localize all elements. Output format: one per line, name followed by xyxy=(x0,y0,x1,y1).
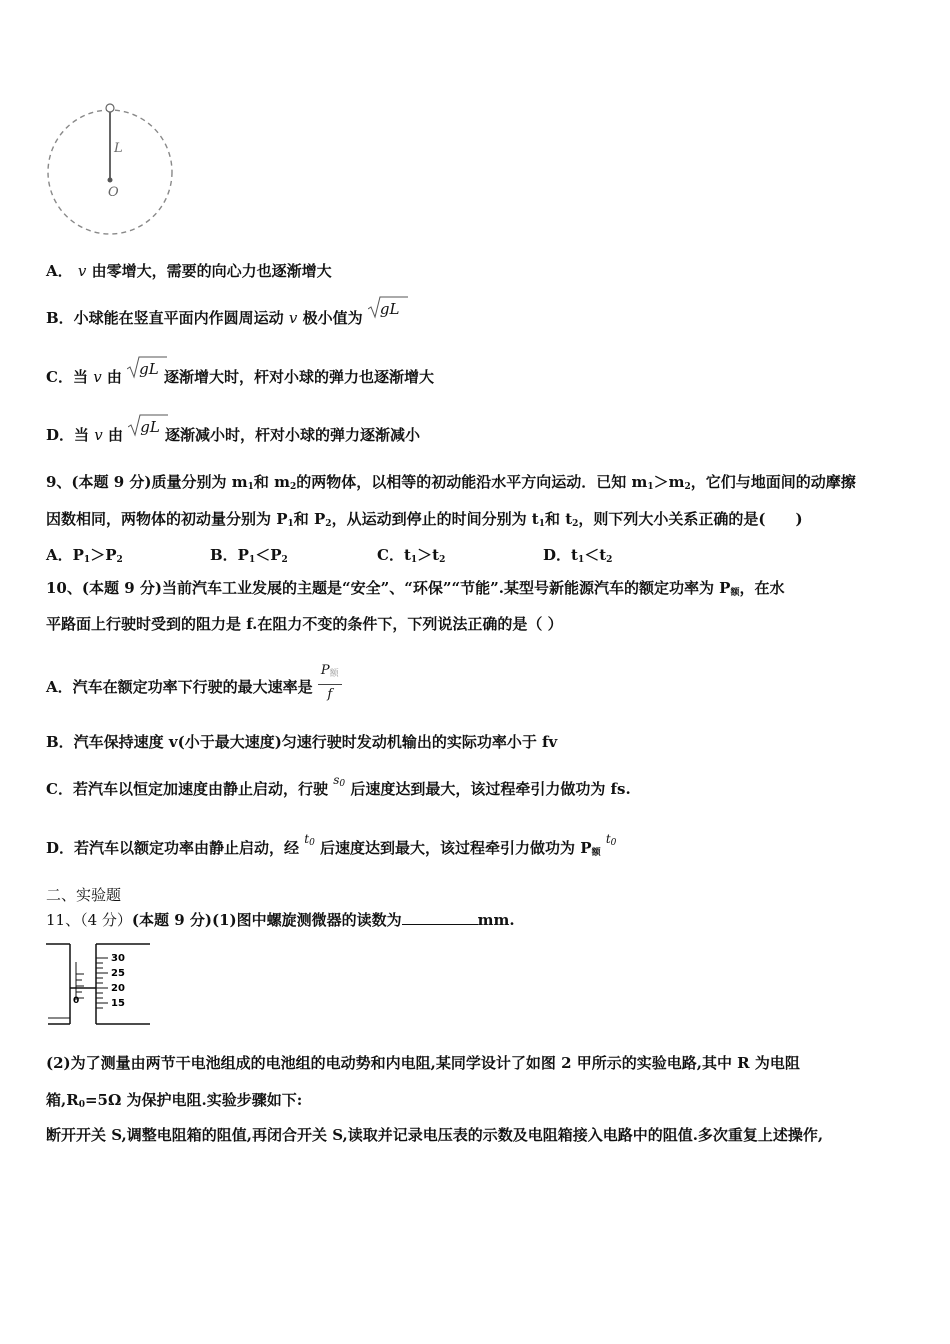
text: ，在水 xyxy=(739,579,785,597)
q11-line-1 xyxy=(46,910,515,930)
option-prefix: D．当 xyxy=(46,426,90,444)
section-title: 二、实验题 xyxy=(46,886,122,904)
subscript: 2 xyxy=(281,555,288,565)
symbol: t xyxy=(304,832,310,846)
subscript: 2 xyxy=(606,555,613,565)
q8-option-b xyxy=(46,300,400,328)
option-text: 逐渐减小时，杆对小球的弹力逐渐减小 xyxy=(165,426,421,444)
text: 后速度达到最大，该过程牵引力做功为 fs. xyxy=(350,780,631,798)
option-text: 由零增大，需要的向心力也逐渐增大 xyxy=(91,262,332,280)
option-prefix: C．当 xyxy=(46,368,88,386)
radicand: gL xyxy=(139,360,159,378)
text: ＜t xyxy=(584,546,607,564)
text: C．t xyxy=(377,546,411,564)
numerator xyxy=(318,661,342,685)
text: ＞P xyxy=(90,546,117,564)
text: ，它们与地面间的动摩擦 xyxy=(690,473,856,491)
tick-label-30: 30 xyxy=(111,953,125,964)
micrometer-figure xyxy=(46,940,156,1030)
subscript: 1 xyxy=(247,482,254,492)
subscript: 2 xyxy=(289,482,297,492)
text: 和 t xyxy=(544,510,573,528)
subscript: 2 xyxy=(325,519,332,529)
text: ＞t xyxy=(417,546,440,564)
sqrt-gL xyxy=(127,359,159,379)
sleeve-ticks xyxy=(76,974,84,998)
label-O: O xyxy=(108,185,119,200)
var-v: v xyxy=(94,426,103,444)
q8-option-d xyxy=(46,418,421,445)
q11-part2-line-1: (2)为了测量由两节干电池组成的电池组的电动势和内电阻,某同学设计了如图 2 甲所示的实验电路,其中 R 为电阻 xyxy=(46,1054,800,1072)
subscript: 额 xyxy=(730,588,740,598)
text: 9、(本题 9 分)质量分别为 m xyxy=(46,473,248,491)
var-v: v xyxy=(93,368,102,386)
sqrt-gL xyxy=(128,417,160,437)
radicand: gL xyxy=(140,418,160,436)
text: mm. xyxy=(477,911,515,929)
text: 11、（4 分） xyxy=(46,911,132,929)
text: ＞m xyxy=(653,473,685,491)
text: B．P xyxy=(210,546,249,564)
q9-line-1 xyxy=(46,472,856,497)
text: 和 P xyxy=(293,510,326,528)
subscript: 1 xyxy=(410,555,418,565)
subscript: 额 xyxy=(329,669,339,679)
subscript: 1 xyxy=(248,555,256,565)
q10-option-a xyxy=(46,663,342,710)
option-text: 极小值为 xyxy=(302,309,363,327)
symbol: s xyxy=(333,773,340,787)
option-text: 逐渐增大时，杆对小球的弹力也逐渐增大 xyxy=(163,368,434,386)
subscript: 2 xyxy=(439,555,446,565)
subscript: 1 xyxy=(538,519,545,529)
radicand: gL xyxy=(379,300,400,318)
ball-circle xyxy=(106,104,114,112)
text: ，从运动到停止的时间分别为 t xyxy=(331,510,539,528)
text: D．t xyxy=(543,546,578,564)
subscript: 1 xyxy=(287,519,294,529)
q9-option-b xyxy=(210,545,288,570)
q10-option-b: B．汽车保持速度 v(小于最大速度)匀速行驶时发动机输出的实际功率小于 fv xyxy=(46,733,558,751)
thimble-ticks xyxy=(96,958,108,1008)
sqrt-gL xyxy=(368,299,400,319)
option-mid: 由 xyxy=(107,426,123,444)
tick-label-25: 25 xyxy=(111,968,125,979)
text: A．汽车在额定功率下行驶的最大速率是 xyxy=(46,678,313,696)
q8-option-a xyxy=(46,261,332,281)
text: 的两物体，以相等的初动能沿水平方向运动．已知 m xyxy=(296,473,648,491)
q10-option-c xyxy=(46,773,631,804)
option-prefix: B．小球能在竖直平面内作圆周运动 xyxy=(46,309,284,327)
q9-line-2 xyxy=(46,509,803,534)
q11-part2-line-2 xyxy=(46,1090,302,1115)
q8-option-c xyxy=(46,360,434,387)
subscript: 2 xyxy=(684,482,691,492)
text: 后速度达到最大，该过程牵引力做功为 P xyxy=(320,839,592,857)
subscript: 1 xyxy=(577,555,585,565)
tick-label-15: 15 xyxy=(111,998,125,1009)
option-mid: 由 xyxy=(106,368,122,386)
text: C．若汽车以恒定加速度由静止启动，行驶 xyxy=(46,780,328,798)
label-L: L xyxy=(114,141,123,156)
q11-part2-line-3: 断开开关 S,调整电阻箱的阻值,再闭合开关 S,读取并记录电压表的示数及电阻箱接入电路中的阻值.多次重复上述操作, xyxy=(46,1126,824,1144)
q10-line-1 xyxy=(46,578,784,603)
subscript: 0 xyxy=(339,779,346,789)
text: ，则下列大小关系正确的是( ) xyxy=(578,510,803,528)
circular-motion-figure xyxy=(46,100,176,240)
answer-blank[interactable] xyxy=(402,924,478,925)
text: 10、(本题 9 分)当前汽车工业发展的主题是“安全”、“环保”“节能”.某型号新能源汽车的额定功率为 P xyxy=(46,579,731,597)
sleeve-zero-label: 0 xyxy=(73,996,80,1006)
pivot-point xyxy=(108,178,113,183)
symbol-t0 xyxy=(304,832,315,846)
subscript: 2 xyxy=(116,555,123,565)
text: =5Ω 为保护电阻.实验步骤如下: xyxy=(84,1091,303,1109)
tick-label-20: 20 xyxy=(111,983,125,994)
text: 和 m xyxy=(253,473,290,491)
subscript: 0 xyxy=(309,838,315,848)
text: ＜P xyxy=(255,546,282,564)
option-prefix: A． xyxy=(46,262,73,280)
subscript: 1 xyxy=(83,555,91,565)
var-v: v xyxy=(77,262,87,280)
q9-option-a xyxy=(46,545,123,570)
denominator: f xyxy=(327,687,333,702)
subscript: 额 xyxy=(591,848,601,858)
q10-option-d xyxy=(46,832,617,863)
symbol: t xyxy=(605,832,611,846)
subscript: 0 xyxy=(610,838,617,848)
text: D．若汽车以额定功率由静止启动，经 xyxy=(46,839,300,857)
q9-option-c xyxy=(377,545,445,570)
subscript: 2 xyxy=(572,519,579,529)
var-v: v xyxy=(288,309,298,327)
text: (本题 9 分)(1)图中螺旋测微器的读数为 xyxy=(131,911,402,929)
symbol-s0 xyxy=(333,773,345,787)
text: 因数相同，两物体的初动量分别为 P xyxy=(46,510,288,528)
symbol-t0 xyxy=(606,832,617,846)
fraction-P-over-f xyxy=(318,661,342,705)
text: 箱,R xyxy=(46,1091,79,1109)
subscript: 1 xyxy=(647,482,654,492)
text: A．P xyxy=(46,546,84,564)
numerator-symbol: P xyxy=(320,663,330,678)
q10-line-2: 平路面上行驶时受到的阻力是 f.在阻力不变的条件下，下列说法正确的是（ ） xyxy=(46,615,563,633)
subscript: 0 xyxy=(78,1100,85,1110)
q9-option-d xyxy=(543,545,612,570)
